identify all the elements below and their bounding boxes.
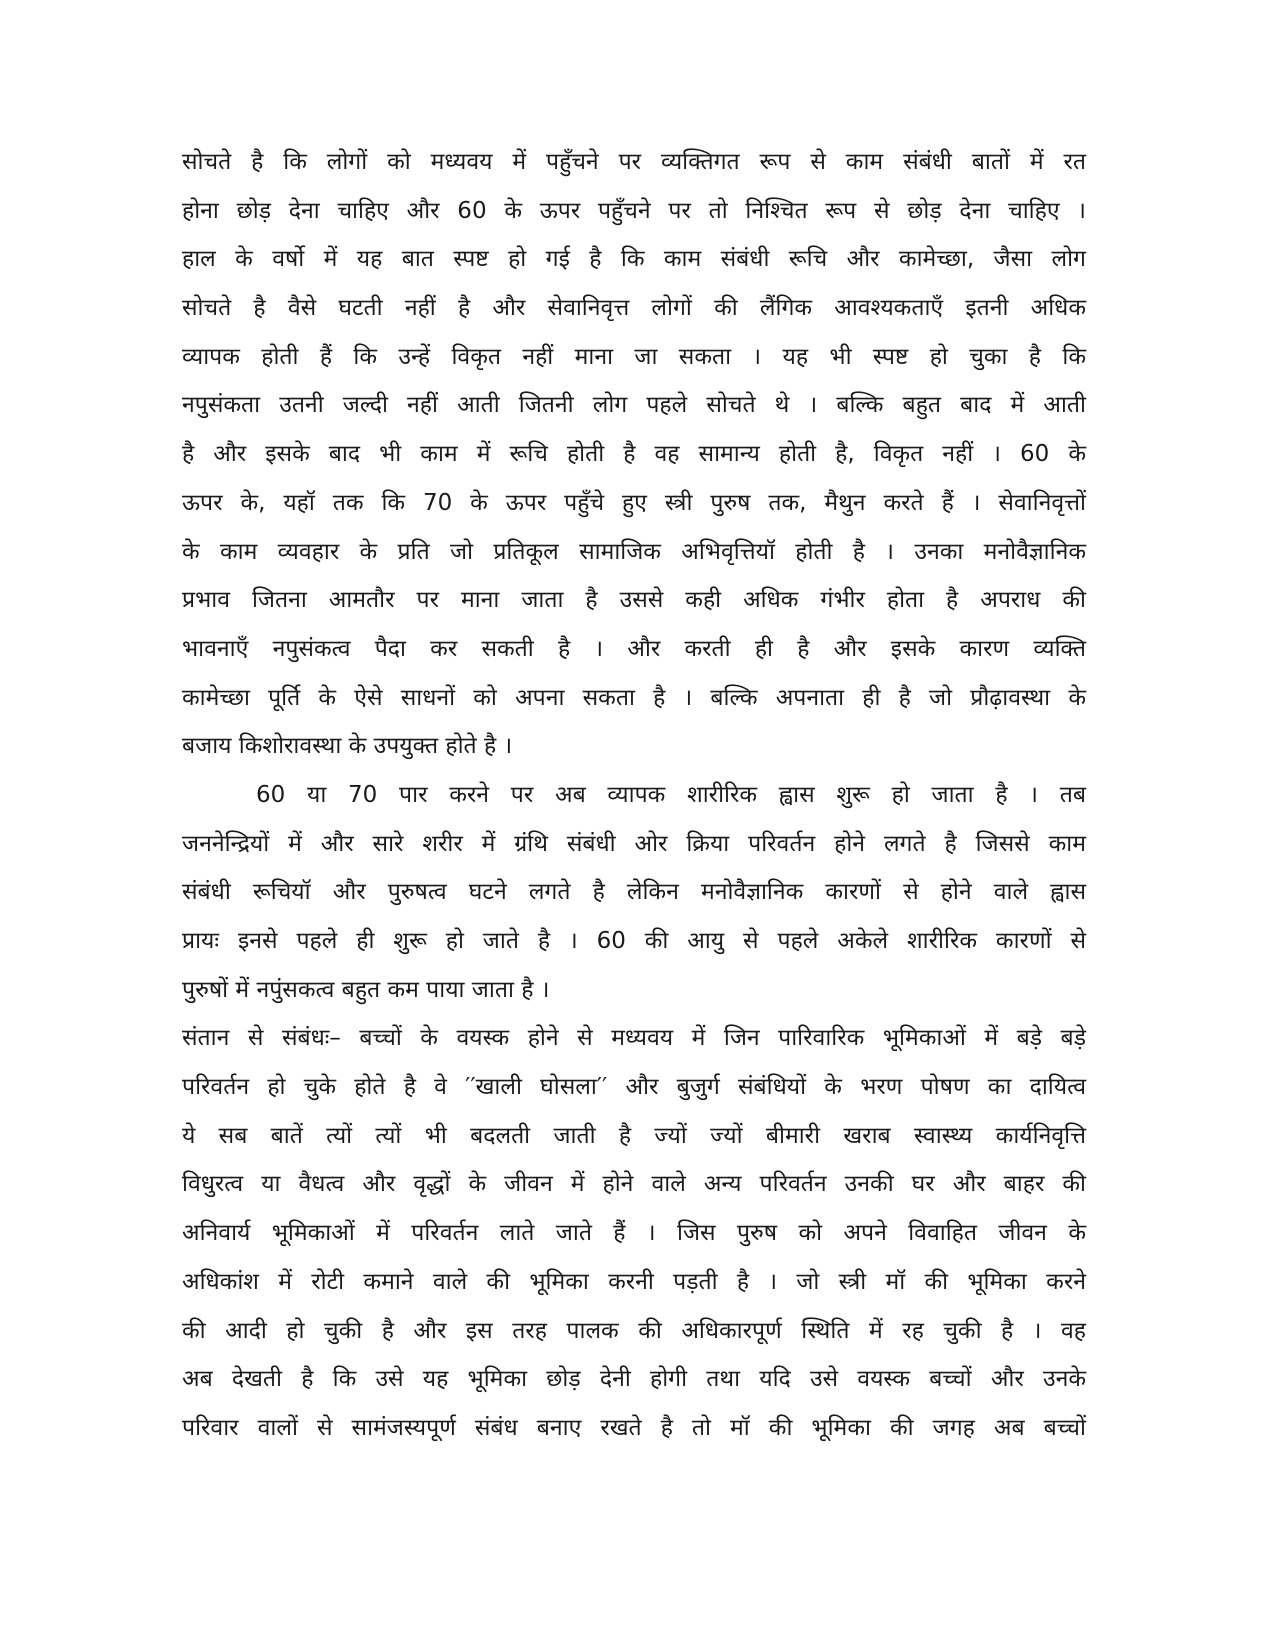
text-line: परिवार वालों से सामंजस्यपूर्ण संबंध बनाए रखते है तो मॉ की भूमिका की जगह अब बच्चों	[182, 1414, 1086, 1441]
text-line: व्यापक होती हैं कि उन्हें विकृत नहीं माना जा सकता । यह भी स्पष्ट हो चुका है कि	[182, 343, 1086, 370]
text-line: नपुसंकता उतनी जल्दी नहीं आती जितनी लोग पहले सोचते थे । बल्कि बहुत बाद में आती	[182, 392, 1086, 419]
text-line: 60 या 70 पार करने पर अब व्यापक शारीरिक ह्वास शुरू हो जाता है । तब	[256, 781, 1086, 808]
text-line: अब देखती है कि उसे यह भूमिका छोड़ देनी होगी तथा यदि उसे वयस्क बच्चों और उनके	[182, 1366, 1086, 1393]
text-line: विधुरत्व या वैधत्व और वृद्धों के जीवन में होने वाले अन्य परिवर्तन उनकी घर और बाहर की	[182, 1171, 1086, 1198]
paragraph-3	[182, 1014, 1086, 1452]
paragraph-1	[182, 138, 1086, 771]
paragraph-2	[182, 771, 1086, 1014]
text-line: ऊपर के, यहॉ तक कि 70 के ऊपर पहुँचे हुए स्त्री पुरुष तक, मैथुन करते हैं । सेवानिवृत्तों	[182, 489, 1086, 516]
text-line: प्रभाव जितना आमतौर पर माना जाता है उससे कही अधिक गंभीर होता है अपराध की	[182, 587, 1086, 614]
text-line: संतान से संबंधः– बच्चों के वयस्क होने से मध्यवय में जिन पारिवारिक भूमिकाओं में बड़े बड़े	[182, 1025, 1086, 1052]
body-text	[182, 138, 1086, 1453]
text-line: हाल के वर्षो में यह बात स्पष्ट हो गई है कि काम संबंधी रूचि और कामेच्छा, जैसा लोग	[182, 246, 1086, 273]
text-line: के काम व्यवहार के प्रति जो प्रतिकूल सामाजिक अभिवृत्तियॉ होती है । उनका मनोवैज्ञानिक	[182, 538, 1086, 565]
text-line: सोचते है कि लोगों को मध्यवय में पहुँचने पर व्यक्तिगत रूप से काम संबंधी बातों में रत	[182, 149, 1086, 175]
text-line: भावनाएँ नपुसंकत्व पैदा कर सकती है । और करती ही है और इसके कारण व्यक्ति	[182, 635, 1086, 662]
text-line: पुरुषों में नपुंसकत्व बहुत कम पाया जाता है ।	[182, 976, 550, 1003]
text-line: ये सब बातें त्यों त्यों भी बदलती जाती है ज्यों ज्यों बीमारी खराब स्वास्थ्य कार्यनिवृत्ति	[182, 1122, 1086, 1149]
text-line: सोचते है वैसे घटती नहीं है और सेवानिवृत्त लोगों की लैंगिक आवश्यकताएँ इतनी अधिक	[182, 295, 1086, 322]
text-line: प्रायः इनसे पहले ही शुरू हो जाते है । 60 की आयु से पहले अकेले शारीरिक कारणों से	[182, 928, 1086, 954]
text-line: होना छोड़ देना चाहिए और 60 के ऊपर पहुँचने पर तो निश्चित रूप से छोड़ देना चाहिए ।	[182, 197, 1086, 224]
text-line: अधिकांश में रोटी कमाने वाले की भूमिका करनी पड़ती है । जो स्त्री मॉ की भूमिका करने	[182, 1268, 1086, 1295]
text-line: जननेन्द्रियों में और सारे शरीर में ग्रंथि संबंधी ओर क्रिया परिवर्तन होने लगते है जिससे काम	[182, 830, 1086, 857]
text-line: बजाय किशोरावस्था के उपयुक्त होते है ।	[182, 733, 513, 760]
text-line: संबंधी रूचियॉ और पुरुषत्व घटने लगते है लेकिन मनोवैज्ञानिक कारणों से होने वाले ह्वास	[182, 879, 1086, 906]
text-line: परिवर्तन हो चुके होते है वे ′′खाली घोसला′′ और बुजुर्ग संबंधियों के भरण पोषण का दायित्व	[182, 1074, 1086, 1101]
text-line: की आदी हो चुकी है और इस तरह पालक की अधिकारपूर्ण स्थिति में रह चुकी है । वह	[182, 1317, 1086, 1344]
text-line: अनिवार्य भूमिकाओं में परिवर्तन लाते जाते हैं । जिस पुरुष को अपने विवाहित जीवन के	[182, 1220, 1086, 1247]
text-line: कामेच्छा पूर्ति के ऐसे साधनों को अपना सकता है । बल्कि अपनाता ही है जो प्रौढ़ावस्था के	[182, 684, 1086, 711]
text-line: है और इसके बाद भी काम में रूचि होती है वह सामान्य होती है, विकृत नहीं । 60 के	[182, 441, 1086, 468]
